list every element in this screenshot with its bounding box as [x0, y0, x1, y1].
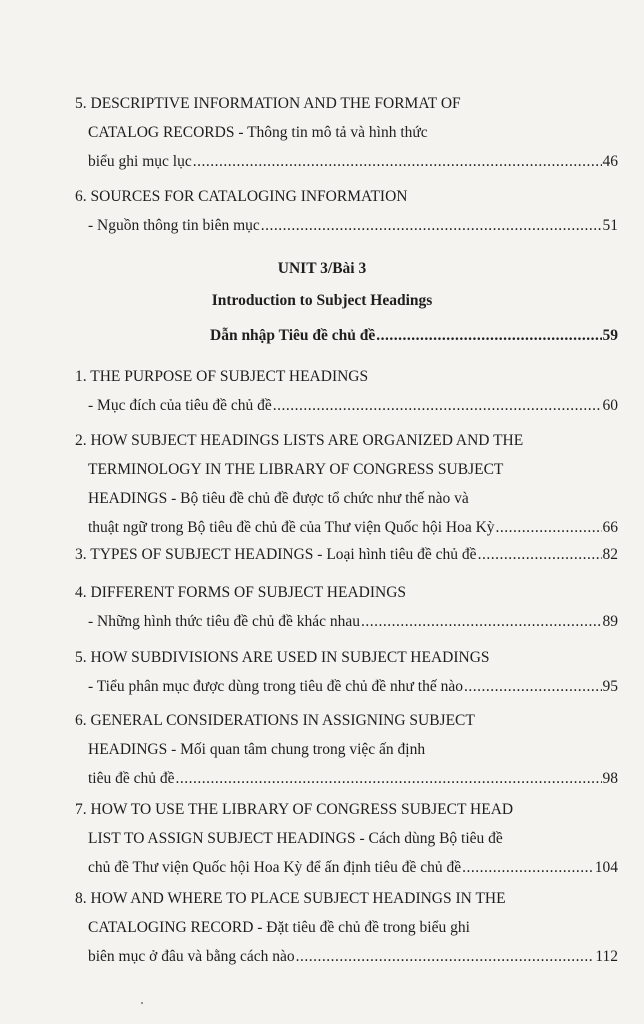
page-number: 112: [595, 948, 618, 965]
page-number: 104: [594, 859, 618, 876]
entry-line: TERMINOLOGY IN THE LIBRARY OF CONGRESS SUBJECT: [88, 461, 504, 478]
dot-leader: [261, 211, 602, 240]
entry-text: biên mục ở đâu và bằng cách nào: [88, 948, 295, 965]
dot-leader: [496, 513, 602, 542]
entry-text: - Tiểu phân mục được dùng trong tiêu đề chủ đề như thế nào: [88, 678, 463, 695]
page-number: 82: [602, 546, 618, 563]
entry-line: 5. DESCRIPTIVE INFORMATION AND THE FORMAT OF: [75, 95, 461, 112]
entry-last-line: [75, 391, 618, 420]
unit-subtitle: Introduction to Subject Headings: [211, 292, 433, 309]
dot-leader: [464, 672, 602, 701]
page-number: 98: [602, 770, 618, 787]
entry-line: 2. HOW SUBJECT HEADINGS LISTS ARE ORGANIZED AND THE: [75, 432, 524, 449]
entry-last-line: [75, 211, 618, 240]
entry-text: - Mục đích của tiêu đề chủ đề: [88, 397, 272, 414]
page-number: 59: [602, 327, 618, 344]
entry-line: 4. DIFFERENT FORMS OF SUBJECT HEADINGS: [75, 584, 407, 601]
entry-text: thuật ngữ trong Bộ tiêu đề chủ đề của Thư viện Quốc hội Hoa Kỳ: [88, 519, 495, 536]
page-number: 46: [602, 153, 618, 170]
page-number: 95: [602, 678, 618, 695]
dot-leader: [376, 327, 601, 345]
toc-entry: [75, 362, 618, 420]
entry-line: 6. GENERAL CONSIDERATIONS IN ASSIGNING SUBJECT: [75, 712, 475, 729]
entry-line: HEADINGS - Mối quan tâm chung trong việc ấn định: [88, 741, 426, 758]
entry-last-line: [75, 513, 618, 542]
entry-line: 6. SOURCES FOR CATALOGING INFORMATION: [75, 188, 408, 205]
dot-leader: [478, 540, 602, 569]
dot-leader: [361, 607, 601, 636]
entry-last-line: [75, 764, 618, 793]
entry-last-line: [75, 853, 618, 882]
entry-line: CATALOG RECORDS - Thông tin mô tả và hình thức: [88, 124, 428, 141]
entry-last-line: [75, 540, 618, 569]
entry-line: 5. HOW SUBDIVISIONS ARE USED IN SUBJECT HEADINGS: [75, 649, 490, 666]
entry-text: tiêu đề chủ đề: [88, 770, 175, 787]
toc-entry: [75, 643, 618, 701]
page-number: 89: [602, 613, 618, 630]
entry-text: chủ đề Thư viện Quốc hội Hoa Kỳ để ấn định tiêu đề chủ đề: [88, 859, 462, 876]
dot-leader: [462, 853, 594, 882]
dot-leader: [176, 764, 602, 793]
toc-entry: [75, 578, 618, 636]
entry-text: 3. TYPES OF SUBJECT HEADINGS - Loại hình tiêu đề chủ đề: [75, 546, 477, 563]
dot-leader: [193, 147, 602, 176]
dot-leader: [273, 391, 602, 420]
toc-entry: [75, 795, 618, 882]
toc-entry: [75, 182, 618, 240]
page-number: 51: [602, 217, 618, 234]
paper-speck: [141, 1002, 143, 1004]
entry-last-line: [75, 942, 618, 971]
entry-last-line: [75, 607, 618, 636]
entry-line: HEADINGS - Bộ tiêu đề chủ đề được tổ chức như thế nào và: [88, 490, 469, 507]
page-number: 60: [602, 397, 618, 414]
entry-line: 1. THE PURPOSE OF SUBJECT HEADINGS: [75, 368, 369, 385]
page-number: 66: [602, 519, 618, 536]
entry-line: 7. HOW TO USE THE LIBRARY OF CONGRESS SUBJECT HEAD: [75, 801, 514, 818]
entry-line: CATALOGING RECORD - Đặt tiêu đề chủ đề trong biểu ghi: [88, 919, 470, 936]
entry-line: 8. HOW AND WHERE TO PLACE SUBJECT HEADINGS IN THE: [75, 890, 506, 907]
entry-text: - Những hình thức tiêu đề chủ đề khác nhau: [88, 613, 361, 630]
toc-entry: [75, 89, 618, 176]
dot-leader: [296, 942, 595, 971]
entry-last-line: [75, 672, 618, 701]
unit-viet-title: Dẫn nhập Tiêu đề chủ đề: [210, 327, 376, 344]
unit-title: UNIT 3/Bài 3: [277, 260, 367, 277]
entry-text: biểu ghi mục lục: [88, 153, 192, 170]
toc-entry: [75, 426, 618, 542]
toc-entry: [75, 706, 618, 793]
entry-line: LIST TO ASSIGN SUBJECT HEADINGS - Cách dùng Bộ tiêu đề: [88, 830, 503, 847]
unit-viet-title-line: [210, 327, 618, 345]
entry-last-line: [75, 147, 618, 176]
toc-entry: [75, 540, 618, 569]
toc-entry: [75, 884, 618, 971]
entry-text: - Nguồn thông tin biên mục: [88, 217, 260, 234]
